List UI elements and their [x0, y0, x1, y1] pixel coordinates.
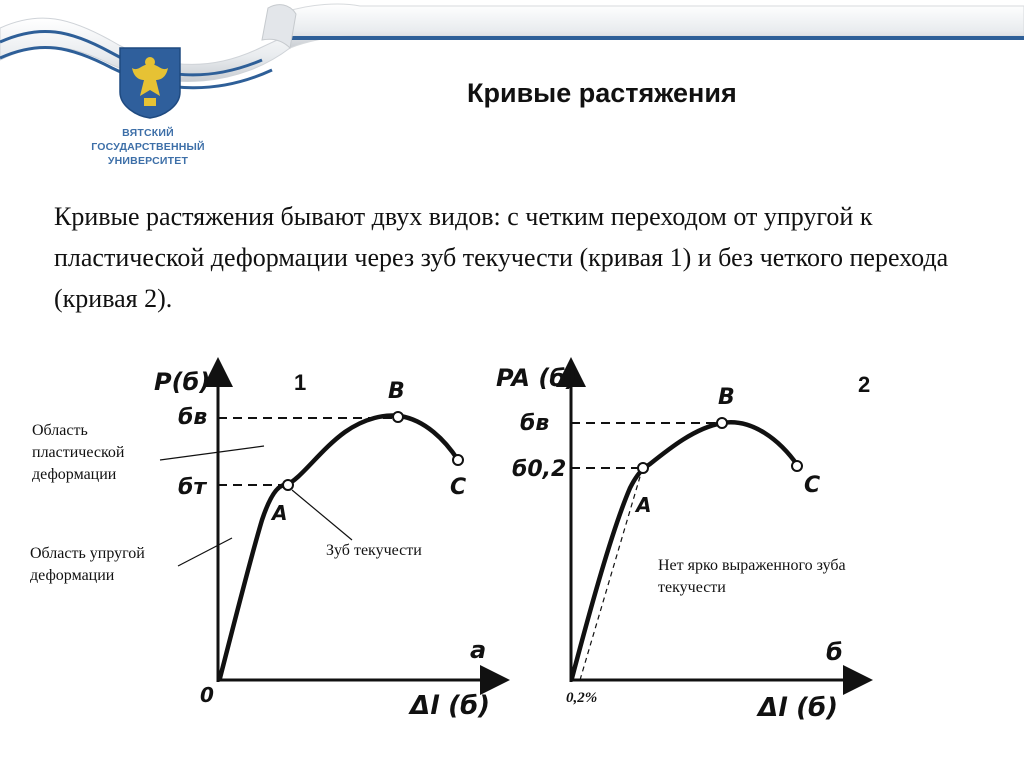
diagram1-leader-plastic	[160, 446, 264, 460]
diagram1-point-a	[283, 480, 293, 490]
diagram2-curve	[572, 422, 798, 678]
diagram2-number: 2	[858, 372, 871, 397]
diagram2-y-axis-label: PA (б)	[496, 364, 578, 392]
diagram1-point-b-label: B	[388, 379, 405, 404]
diagram2-point-a	[638, 463, 648, 473]
slide-title: Кривые растяжения	[467, 78, 737, 108]
diagram1-sublabel: а	[470, 636, 487, 664]
diagram2-point-c	[792, 461, 802, 471]
diagram1-elastic-line2: деформации	[30, 567, 115, 584]
diagram1-y-axis-label: P(б)	[154, 368, 211, 396]
diagram1-leader-yield	[292, 490, 352, 540]
diagram-2	[496, 364, 870, 723]
diagram2-x-axis-label: Δl (б)	[758, 693, 839, 723]
diagram1-sigma-t-label: бт	[178, 475, 207, 500]
diagram2-point-a-label: A	[636, 493, 652, 517]
diagram1-point-b	[393, 412, 403, 422]
diagram2-annotation-line1: Нет ярко выраженного зуба	[658, 557, 846, 574]
diagram1-elastic-line1: Область упругой	[30, 545, 145, 562]
diagram1-x-axis-label: Δl (б)	[410, 691, 491, 721]
diagram-1	[30, 368, 495, 721]
university-name-line2: ГОСУДАРСТВЕННЫЙ	[91, 141, 205, 153]
diagram2-offset-label: 0,2%	[566, 690, 598, 706]
diagram2-sigma-02-label: б0,2	[512, 457, 567, 482]
diagram1-point-a-label: A	[272, 501, 288, 525]
diagram1-yield-annotation: Зуб текучести	[326, 542, 422, 559]
diagram2-point-b	[717, 418, 727, 428]
diagram2-annotation-line2: текучести	[658, 579, 726, 596]
university-name-line1: ВЯТСКИЙ	[122, 127, 174, 139]
diagram1-origin-label: 0	[200, 683, 214, 707]
diagram1-plastic-line1: Область	[32, 422, 88, 439]
diagram1-number: 1	[294, 370, 307, 395]
diagram1-point-c	[453, 455, 463, 465]
diagram1-sigma-b-label: бв	[178, 405, 208, 430]
diagram2-sigma-b-label: бв	[520, 411, 550, 436]
university-name-line3: УНИВЕРСИТЕТ	[107, 155, 189, 167]
diagram2-offset-line	[580, 470, 642, 680]
diagram2-point-c-label: C	[804, 473, 821, 498]
diagram1-point-c-label: C	[450, 475, 467, 500]
diagram1-plastic-line2: пластической	[32, 444, 125, 461]
diagram1-plastic-line3: деформации	[32, 466, 117, 483]
diagram2-point-b-label: B	[718, 385, 735, 410]
body-paragraph: Кривые растяжения бывают двух видов: с четким переходом от упругой к пластической деформации через зуб текучести (кривая 1) и без четкого перехода (кривая 2).	[54, 202, 949, 313]
diagram1-leader-elastic	[178, 538, 232, 566]
diagram2-sublabel: б	[826, 638, 843, 666]
